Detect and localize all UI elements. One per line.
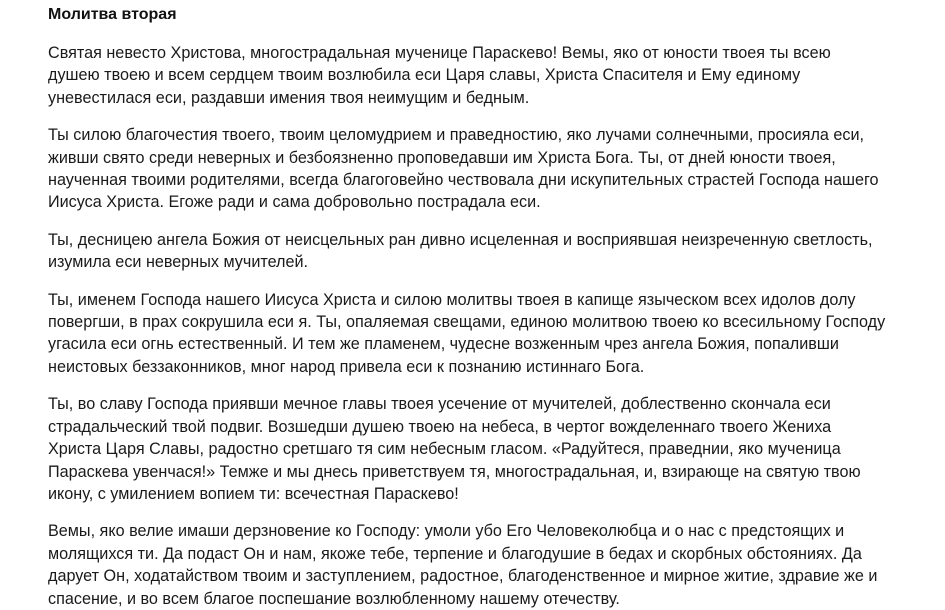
text-line: изумила еси неверных мучителей.: [48, 253, 309, 272]
prayer-document: [48, 0, 928, 610]
text-line: дарует Он, ходатайством твоим и заступлением, радостное, благоденственное и мирное житие, здравие же и: [48, 567, 878, 586]
text-line: Ты, во славу Господа приявши мечное главы твоея усечение от мучителей, доблественно скончала еси: [48, 395, 831, 414]
text-line: неистовых беззаконников, мног народ привела еси к познанию истиннаго Бога.: [48, 357, 645, 376]
text-line: душею твоею и всем сердцем твоим возлюбила еси Царя славы, Христа Спасителя и Ему единому: [48, 66, 801, 85]
text-line: повергши, в прах сокрушила еси я. Ты, опаляемая свещами, единою молитвою твоею ко всесильному Господу: [48, 313, 886, 332]
text-line: икону, с умилением вопием ти: всечестная Параскево!: [48, 484, 459, 503]
text-line: Вемы, яко велие имаши дерзновение ко Господу: умоли убо Его Человеколюбца и о нас с предстоящих и: [48, 522, 845, 541]
text-line: страдальческий твой подвиг. Возшедши душею твоею на небеса, в чертог вожделеннаго твоего Жениха: [48, 417, 832, 436]
paragraph-3: [48, 229, 928, 274]
text-line: Иисуса Христа. Егоже ради и сама добровольно пострадала еси.: [48, 193, 541, 212]
text-line: Ты силою благочестия твоего, твоим целомудрием и праведностию, яко лучами солнечными, просияла еси,: [48, 126, 865, 145]
paragraph-6: [48, 520, 928, 610]
paragraph-2: [48, 124, 928, 214]
paragraph-4: [48, 289, 928, 379]
text-line: Святая невесто Христова, многострадальная мученице Параскево! Вемы, яко от юности твоея ты всею: [48, 44, 831, 62]
paragraph-1: [48, 42, 928, 109]
text-line: Параскева увенчася!» Темже и мы днесь приветствуем тя, многострадальная, и, взирающе на святую твою: [48, 462, 861, 481]
paragraph-5: [48, 393, 928, 505]
text-line: наученная твоими родителями, всегда благоговейно чествовала дни искупительных страстей Господа нашего: [48, 171, 879, 190]
text-line: уневестилася еси, раздавши имения твоя неимущим и бедным.: [48, 88, 530, 107]
text-line: спасение, и во всем благое поспешание возлюбленному нашему отечеству.: [48, 589, 620, 608]
text-line: Ты, именем Господа нашего Иисуса Христа и силою молитвы твоея в капище языческом всех идолов долу: [48, 290, 856, 309]
text-line: Христа Царя Славы, радостно сретшаго тя сим небесным гласом. «Радуйтеся, праведнии, яко мученица: [48, 440, 841, 459]
prayer-title: Молитва вторая: [48, 6, 177, 23]
text-line: молящихся ти. Да подаст Он и нам, якоже тебе, терпение и благодушие в бедах и скорбных обстояниях. Да: [48, 544, 862, 563]
text-line: угасила еси огнь естественный. И тем же пламенем, чудесне возженным чрез ангела Божия, попаливши: [48, 335, 839, 354]
text-line: живши свято среди неверных и безбоязненно проповедавши им Христа Бога. Ты, от дней юности твоея,: [48, 148, 836, 167]
text-line: Ты, десницею ангела Божия от неисцельных ран дивно исцеленная и восприявшая неизреченную светлость,: [48, 230, 873, 249]
